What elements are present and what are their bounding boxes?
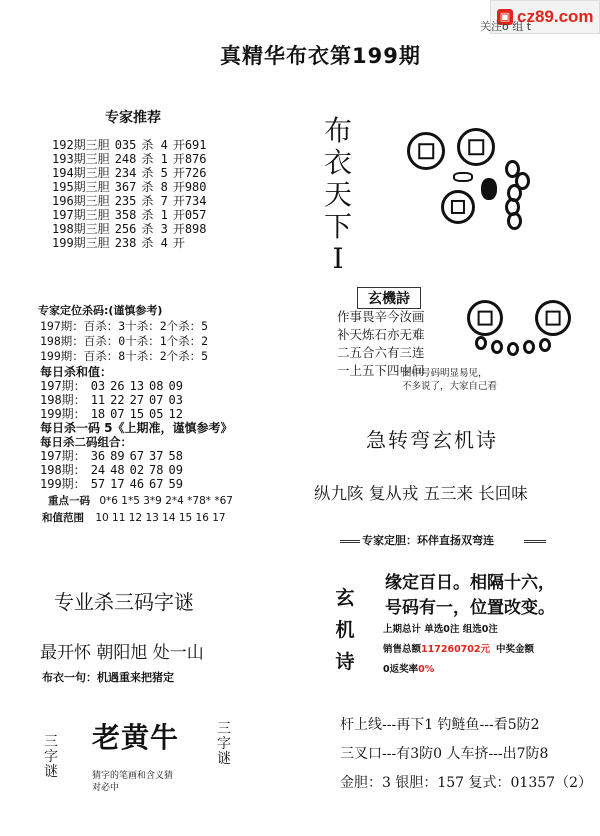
oval-icon — [523, 340, 535, 354]
table-cell: 开980 — [172, 180, 207, 194]
oval-icon — [507, 342, 519, 356]
page-title: 真精华布衣第199期 — [220, 44, 421, 68]
table-cell: 开 — [172, 236, 185, 250]
coin-icon — [467, 300, 503, 336]
table-cell: 59 — [168, 477, 183, 491]
expert-row — [52, 166, 212, 180]
poem-line: 二五合六有三连 — [337, 345, 425, 360]
table-cell: 03 — [168, 393, 183, 407]
key-kill-label: 重点一码 — [48, 495, 90, 507]
daily-two-row — [40, 463, 188, 477]
ji-zhuan-title: 急转弯玄机诗 — [366, 428, 498, 452]
table-cell: 197期： — [40, 449, 86, 463]
table-cell: 杀 4 — [141, 138, 168, 152]
vertical-char: 下 — [323, 210, 352, 243]
table-cell: 36 — [90, 449, 106, 463]
table-cell: 197期三胆 — [52, 208, 110, 222]
ji-zhuan-line: 纵九陔 复从戎 五三来 长回味 — [314, 484, 528, 503]
riddle-phrase: 最开怀 朝阳旭 处一山 — [40, 643, 204, 663]
image-caption — [402, 367, 497, 393]
table-cell: 26 — [110, 379, 125, 393]
caption-line: 图中号码明显易见， — [402, 368, 488, 379]
table-cell: 194期三胆 — [52, 166, 110, 180]
daily-two-row — [40, 477, 188, 491]
return-value: 0% — [418, 664, 435, 675]
daily-sum-heading: 每日杀和值： — [40, 365, 113, 379]
riddle-big-word: 老黄牛 — [92, 721, 180, 754]
daily-sum-row — [40, 379, 188, 393]
table-cell: 198期： — [40, 463, 86, 477]
bottom-line: 杆上线---再下1 钓鲢鱼---看5防2 — [340, 717, 540, 733]
table-cell: 37 — [149, 449, 164, 463]
table-cell: 17 — [110, 477, 125, 491]
riddle-small-note: 猜字的笔画和含义猜 对必中 — [92, 771, 174, 793]
table-cell: 035 — [114, 138, 137, 152]
table-cell: 杀 1 — [141, 208, 168, 222]
poem-line: 补天炼石亦无难 — [337, 327, 425, 342]
table-cell: 杀 7 — [141, 194, 168, 208]
table-cell: 235 — [114, 194, 137, 208]
table-cell: 192期三胆 — [52, 138, 110, 152]
watermark-text: cz89.com — [517, 7, 594, 26]
vertical-char: 衣 — [323, 146, 352, 179]
expert-row — [52, 208, 212, 222]
sales-value: 117260702元 — [421, 644, 491, 655]
poem-title: 玄機詩 — [357, 287, 421, 309]
key-kill-values: 0*6 1*5 3*9 2*4 *78* *67 — [99, 495, 233, 507]
table-cell: 256 — [114, 222, 137, 236]
expert-dan-line: 专家定胆：环伴直扬双弯连 — [362, 534, 494, 547]
table-cell: 78 — [149, 463, 164, 477]
divider — [340, 540, 360, 543]
table-cell: 196期三胆 — [52, 194, 110, 208]
xuanji-char: 诗 — [335, 651, 355, 673]
table-cell: 197期： — [40, 379, 86, 393]
table-cell: 03 — [90, 379, 106, 393]
table-cell: 358 — [114, 208, 137, 222]
table-cell: 05 — [149, 407, 164, 421]
table-cell: 07 — [110, 407, 125, 421]
table-cell: 199期三胆 — [52, 236, 110, 250]
table-cell: 238 — [114, 236, 137, 250]
stats-line: 上期总计 单选0注 组选0注 — [383, 624, 498, 635]
table-cell: 67 — [149, 477, 164, 491]
table-cell: 开734 — [172, 194, 207, 208]
table-cell: 195期三胆 — [52, 180, 110, 194]
riddle-note: 布衣一句：机遇重来把猪定 — [42, 671, 174, 684]
cart-icon: ▣ — [497, 9, 513, 25]
table-cell: 开876 — [172, 152, 207, 166]
table-cell: 248 — [114, 152, 137, 166]
coin-icon — [457, 128, 495, 166]
expert-row — [52, 180, 212, 194]
coin-chain-illustration — [465, 300, 575, 360]
daily-two-table — [40, 449, 188, 491]
daily-sum-row — [40, 393, 188, 407]
coin-icon — [441, 190, 475, 224]
table-cell: 杀 5 — [141, 166, 168, 180]
table-cell: 11 — [90, 393, 106, 407]
poem-box — [333, 287, 461, 379]
sales-suffix: 中奖金额 — [496, 644, 535, 655]
divider — [524, 540, 546, 543]
caption-line: 不多说了，大家自己看 — [402, 381, 498, 392]
coin-icon — [535, 300, 571, 336]
poem-line: 作事畏辛今汝画 — [337, 309, 425, 324]
table-cell: 杀 8 — [141, 180, 168, 194]
riddle-heading: 专业杀三码字谜 — [54, 590, 194, 614]
expert-row — [52, 138, 212, 152]
table-cell: 234 — [114, 166, 137, 180]
corner-text: 关注o 组 t — [480, 20, 532, 33]
return-line — [383, 661, 434, 675]
oval-icon — [491, 340, 503, 354]
bottom-line: 三叉口---有3防0 人车挤---出7防8 — [340, 746, 549, 762]
table-cell: 58 — [168, 449, 183, 463]
riddle-right-vertical: 三 字 谜 — [217, 721, 231, 767]
kill-row: 199期：百杀：8十杀：2个杀：5 — [40, 349, 209, 363]
vertical-char: 布 — [323, 114, 352, 147]
table-cell: 02 — [129, 463, 145, 477]
table-cell: 18 — [90, 407, 106, 421]
table-cell: 09 — [168, 463, 183, 477]
oval-icon — [539, 338, 551, 352]
sales-prefix: 销售总额 — [383, 644, 422, 655]
expert-row — [52, 236, 212, 250]
table-cell: 48 — [110, 463, 125, 477]
oval-icon — [507, 212, 522, 230]
table-cell: 27 — [129, 393, 145, 407]
sum-range-row — [42, 510, 226, 525]
key-kill-row — [48, 493, 233, 508]
oval-icon — [475, 336, 487, 350]
table-cell: 开057 — [172, 208, 207, 222]
table-cell: 198期： — [40, 393, 86, 407]
sales-line — [383, 641, 534, 655]
vertical-char: 天 — [323, 178, 352, 211]
xuanji-line: 号码有一，位置改变。 — [385, 598, 555, 618]
sum-range-label: 和值范围 — [42, 512, 84, 524]
table-cell: 09 — [168, 379, 183, 393]
xuanji-vertical — [332, 582, 358, 678]
sum-range-values: 10 11 12 13 14 15 16 17 — [95, 512, 226, 524]
return-prefix: 0返奖率 — [383, 664, 419, 675]
table-cell: 199期： — [40, 407, 86, 421]
kill-row: 198期：百杀：0十杀：1个杀：2 — [40, 334, 209, 348]
table-cell: 15 — [129, 407, 145, 421]
table-cell: 198期三胆 — [52, 222, 110, 236]
table-cell: 开726 — [172, 166, 207, 180]
table-cell: 杀 1 — [141, 152, 168, 166]
coins-illustration — [395, 120, 535, 230]
table-cell: 199期： — [40, 477, 86, 491]
expert-row — [52, 152, 212, 166]
kill-row: 197期：百杀：3十杀：2个杀：5 — [40, 319, 209, 333]
vertical-title — [318, 115, 358, 275]
xuanji-char: 机 — [335, 619, 355, 641]
table-cell: 杀 4 — [141, 236, 168, 250]
table-cell: 89 — [110, 449, 125, 463]
table-cell: 193期三胆 — [52, 152, 110, 166]
table-cell: 07 — [149, 393, 164, 407]
table-cell: 67 — [129, 449, 145, 463]
expert-heading: 专家推荐 — [105, 110, 161, 126]
table-cell: 开691 — [172, 138, 207, 152]
bottom-line: 金胆：3 银胆：157 复式：01357（2） — [340, 775, 592, 791]
table-cell: 24 — [90, 463, 106, 477]
table-cell: 57 — [90, 477, 106, 491]
riddle-left-vertical: 三 字 谜 — [44, 734, 58, 780]
xuanji-line: 缘定百日。相隔十六， — [385, 573, 555, 593]
daily-one-kill: 每日杀一码 5《上期准，谨慎参考》 — [40, 421, 233, 435]
table-cell: 13 — [129, 379, 145, 393]
table-cell: 22 — [110, 393, 125, 407]
kill-heading: 专家定位杀码:(谨慎参考) — [38, 304, 163, 317]
table-cell: 367 — [114, 180, 137, 194]
table-cell: 46 — [129, 477, 145, 491]
table-cell: 12 — [168, 407, 183, 421]
daily-two-heading: 每日杀二码组合： — [40, 435, 132, 449]
table-cell: 开898 — [172, 222, 207, 236]
xuanji-char: 玄 — [335, 587, 355, 609]
vertical-char: I — [332, 242, 344, 275]
coin-icon — [407, 132, 445, 170]
poem-line: 一上五下四中间 — [337, 363, 425, 378]
table-cell: 杀 3 — [141, 222, 168, 236]
expert-row — [52, 194, 212, 208]
expert-row — [52, 222, 212, 236]
daily-sum-table — [40, 379, 188, 421]
table-cell: 08 — [149, 379, 164, 393]
daily-two-row — [40, 449, 188, 463]
expert-table — [52, 138, 212, 250]
